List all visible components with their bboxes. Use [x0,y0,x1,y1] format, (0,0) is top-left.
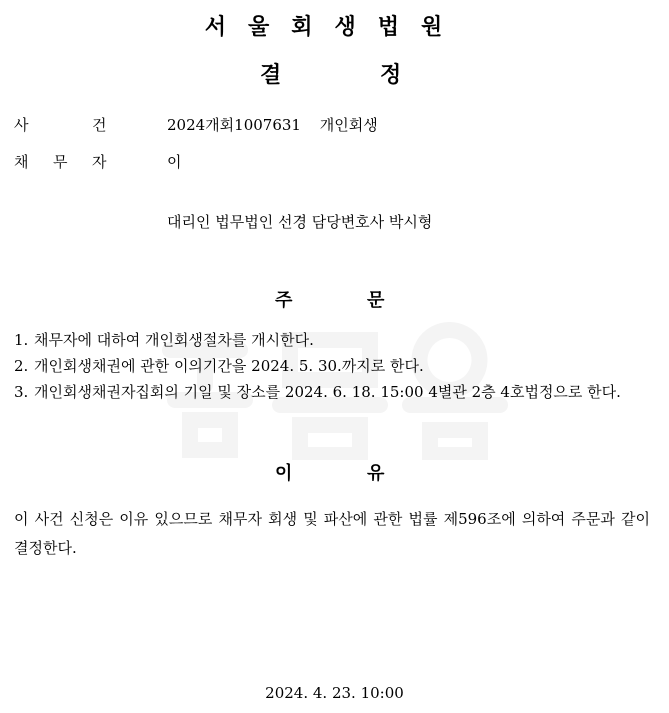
order-item-number: 1. [14,331,29,349]
debtor-label [14,151,134,171]
order-item-text: 개인회생채권에 관한 이의기간을 2024. 5. 30.까지로 한다. [34,357,424,375]
debtor-name: 이 [167,153,182,171]
court-name: 서울회생법원 [204,15,465,40]
debtor-label-char-2: 무 [53,153,68,171]
case-kind: 개인회생 [319,116,378,134]
order-item-number: 3. [14,383,29,401]
order-item-3 [14,379,654,405]
debtor-label-char-3: 자 [92,153,107,171]
reason-heading-second: 유 [367,463,385,484]
reason-text: 이 사건 신청은 이유 있으므로 채무자 회생 및 파산에 관한 법률 제596조에 의하여 주문과 같이 결정한다. [14,510,650,557]
debtor-representative: 대리인 법무법인 선경 담당변호사 박시형 [167,213,433,231]
case-label [14,114,134,134]
order-heading-first: 주 [275,290,293,311]
order-heading-second: 문 [367,290,385,311]
reason-heading-first: 이 [275,463,293,484]
order-item-text: 채무자에 대하여 개인회생절차를 개시한다. [34,331,314,349]
document-type-second: 정 [380,63,402,88]
order-item-text: 개인회생채권자집회의 기일 및 장소를 2024. 6. 18. 15:00 4별관 2층 4호법정으로 한다. [34,383,621,401]
order-item-number: 2. [14,357,29,375]
case-info [167,114,378,135]
case-label-char-1: 사 [14,116,29,134]
decision-date: 2024. 4. 23. 10:00 [265,684,404,702]
document-type-first: 결 [260,63,282,88]
case-label-char-2: 건 [92,116,107,134]
order-list [14,327,654,405]
order-item-1 [14,327,654,353]
order-item-2 [14,353,654,379]
debtor-label-char-1: 채 [14,153,29,171]
case-number: 2024개회1007631 [167,116,301,134]
